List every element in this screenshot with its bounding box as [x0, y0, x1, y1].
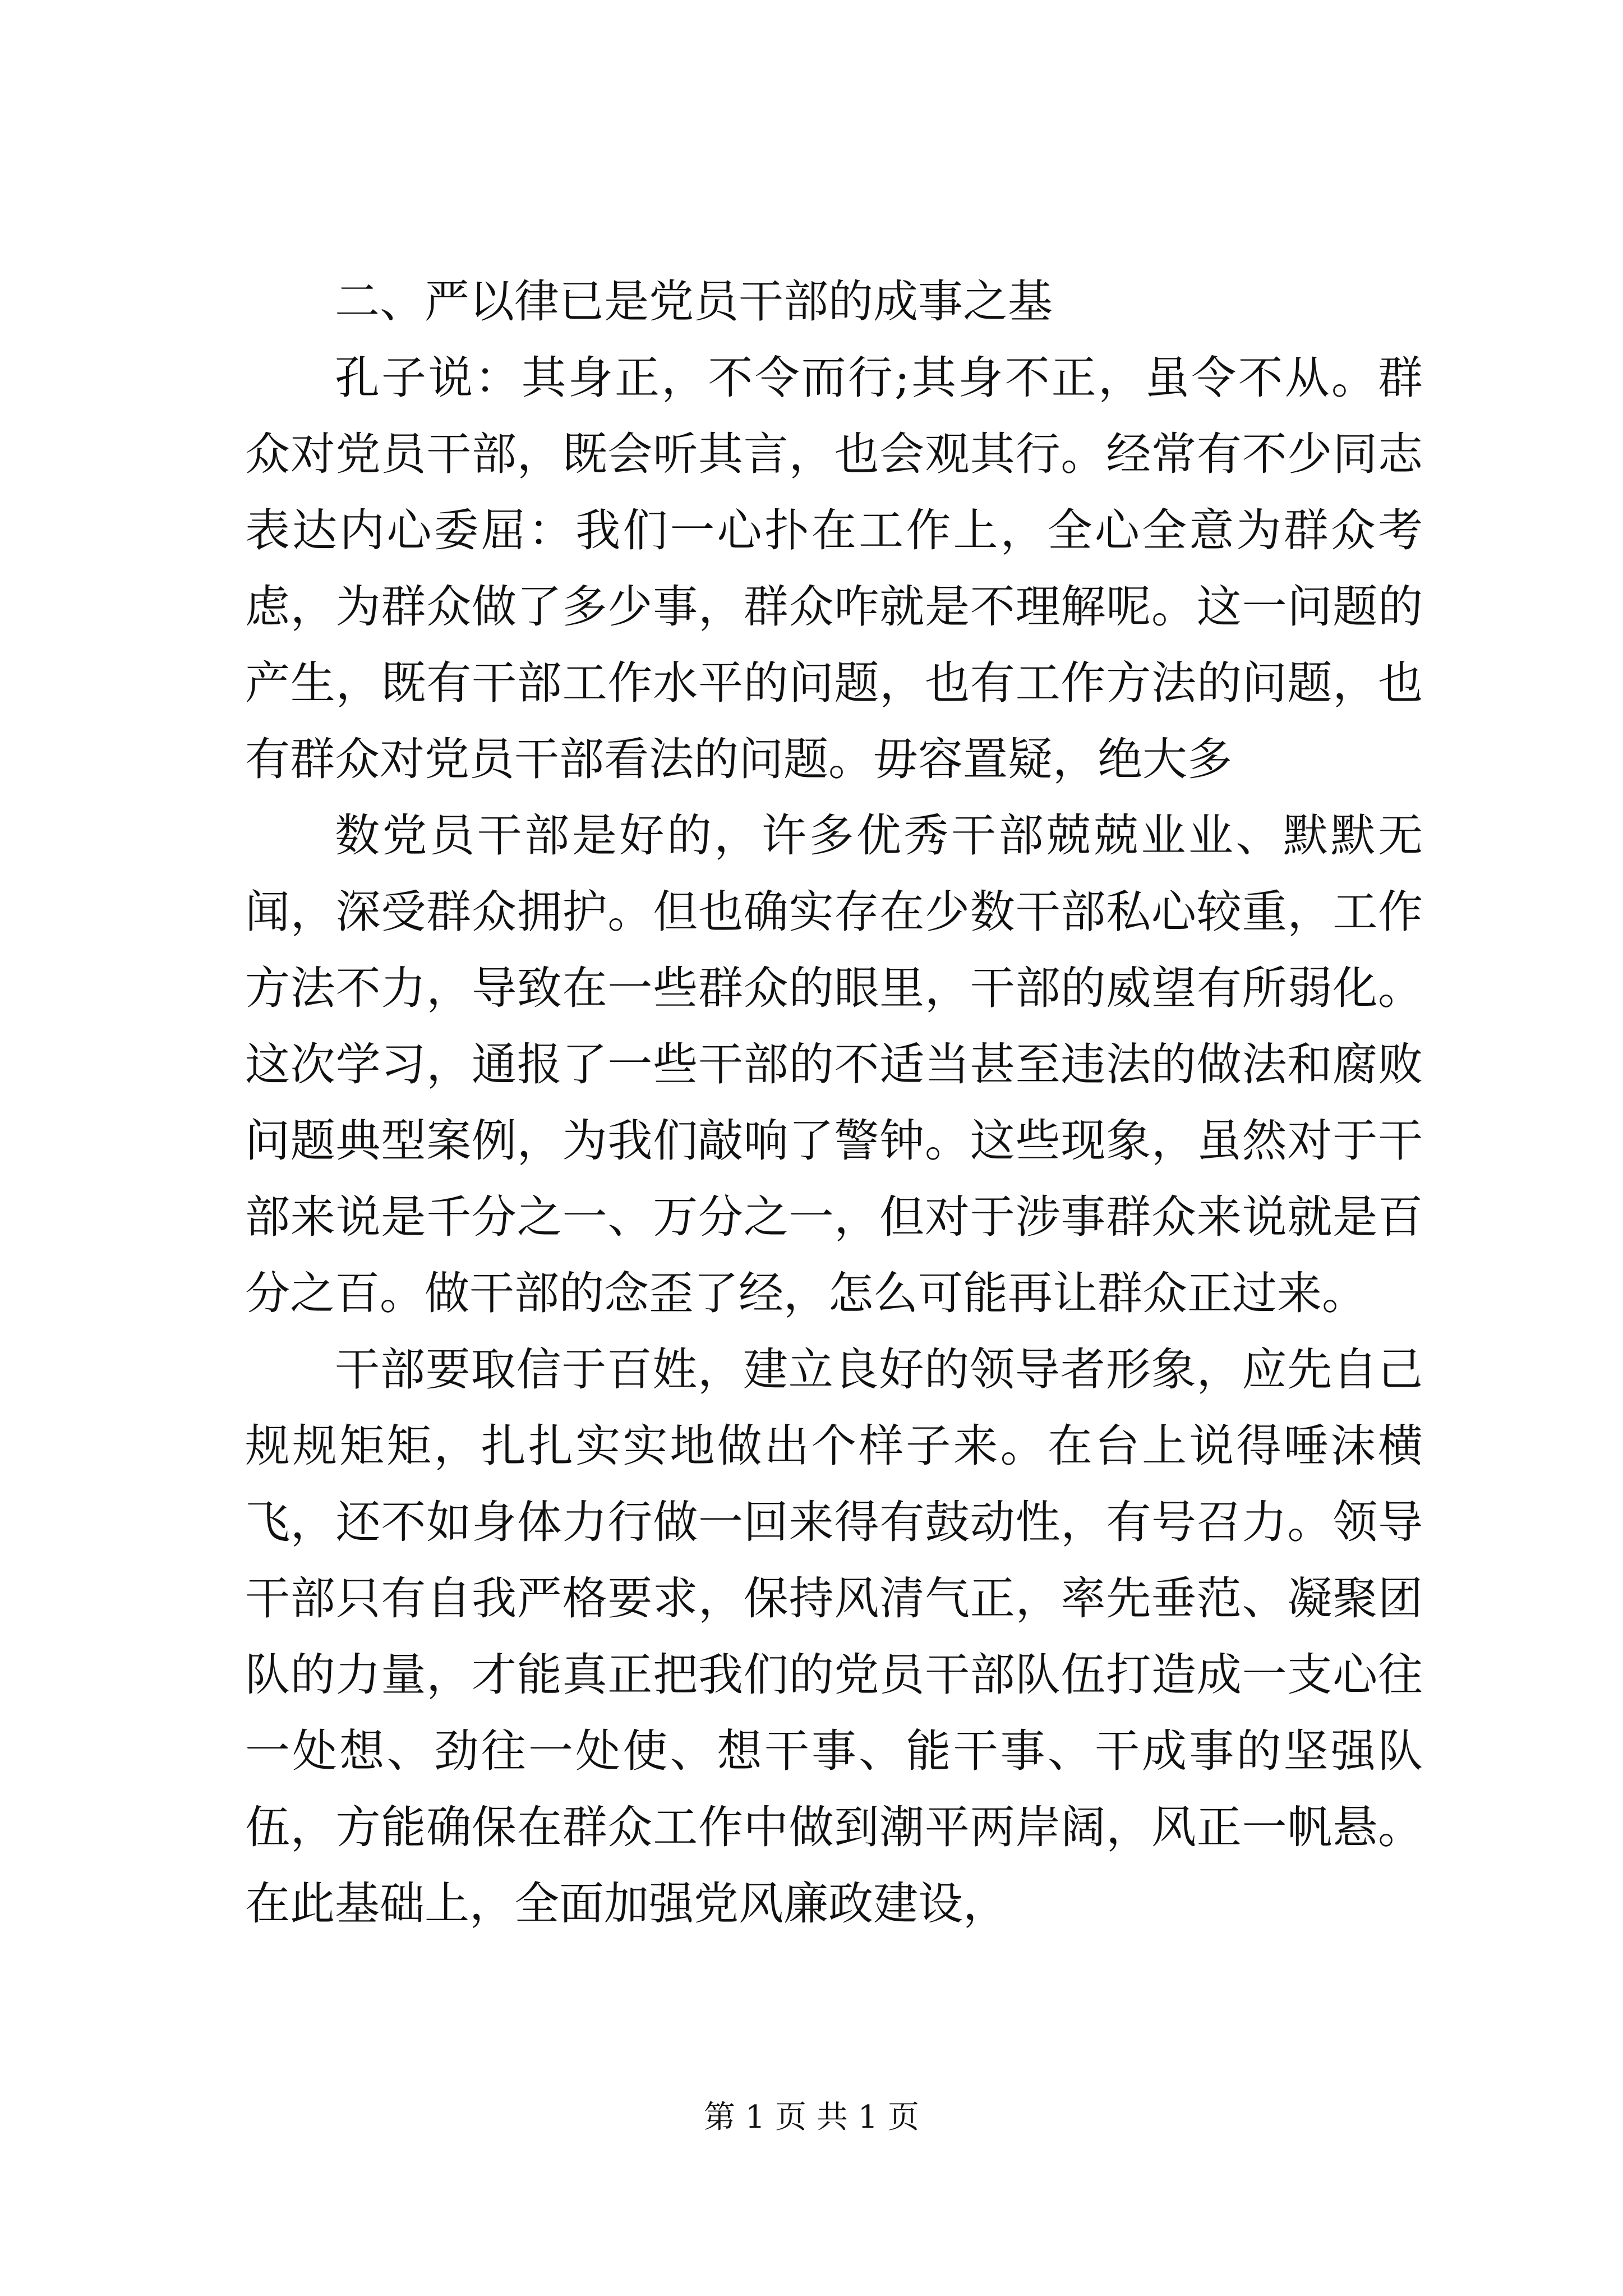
section-heading: 二、严以律已是党员干部的成事之基: [335, 275, 1053, 328]
document-body: [245, 264, 1423, 1942]
page-footer: 第 1 页 共 1 页: [703, 2099, 920, 2136]
paragraph-1: 孔子说：其身正，不令而行;其身不正，虽令不从。群众对党员干部，既会听其言，也会观其行。经常有不少同志表达内心委屈：我们一心扑在工作上，全心全意为群众考虑，为群众做了多少事，群众咋就是不理解呢。这一问题的产生，既有干部工作水平的问题，也有工作方法的问题，也有群众对党员干部看法的问题。毋容置疑，绝大多: [245, 352, 1423, 785]
paragraph-2: 数党员干部是好的，许多优秀干部兢兢业业、默默无闻，深受群众拥护。但也确实存在少数干部私心较重，工作方法不力，导致在一些群众的眼里，干部的威望有所弱化。这次学习，通报了一些干部的不适当甚至违法的做法和腐败问题典型案例，为我们敲响了警钟。这些现象，虽然对于干部来说是千分之一、万分之一，但对于涉事群众来说就是百分之百。做干部的念歪了经，怎么可能再让群众正过来。: [245, 809, 1423, 1319]
paragraph-3: 干部要取信于百姓，建立良好的领导者形象，应先自己规规矩矩，扎扎实实地做出个样子来。在台上说得唾沫横飞，还不如身体力行做一回来得有鼓动性，有号召力。领导干部只有自我严格要求，保持风清气正，率先垂范、凝聚团队的力量，才能真正把我们的党员干部队伍打造成一支心往一处想、劲往一处使、想干事、能干事、干成事的坚强队伍，方能确保在群众工作中做到潮平两岸阔，风正一帆悬。在此基础上，全面加强党风廉政建设，: [245, 1343, 1423, 1930]
